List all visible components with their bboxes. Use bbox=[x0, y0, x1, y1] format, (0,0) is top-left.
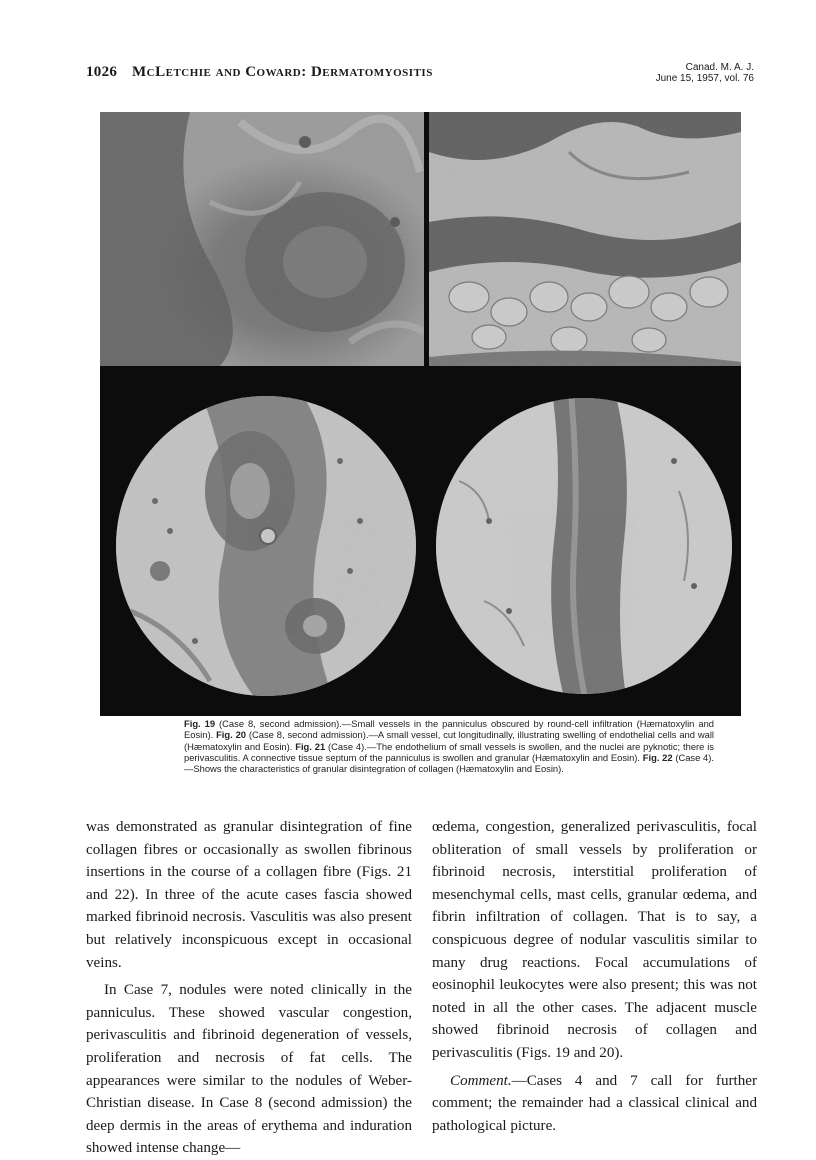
caption-fig-22-text: (Case 4).—Shows the characteristics of granular disintegration of collagen (Hæmatoxylin and Eosin). bbox=[184, 751, 714, 775]
left-column bbox=[86, 816, 412, 1160]
caption-fig-20-label: Fig. 20 bbox=[216, 729, 247, 741]
body-paragraph: was demonstrated as granular disintegration of fine collagen fibres or occasionally as swollen fibrinous insertions in the course of a collagen fibre (Figs. 21 and 22). In three of the acute cases fascia showed marked fibrinoid necrosis. Vasculitis was also present but relatively inconspicuous except in occasional veins. bbox=[86, 819, 412, 971]
fig-19-panniculus-vessels bbox=[100, 112, 424, 366]
body-paragraph: In Case 7, nodules were noted clinically in the panniculus. These showed vascular congestion, perivasculitis and fibrinoid degeneration of vessels, proliferation and necrosis of fat cells. The appearances were similar to the nodules of Weber-Christian disease. In Case 8 (second admission) the deep dermis in the areas of erythema and induration showed intense change— bbox=[86, 982, 412, 1157]
fig-20-vessel-longitudinal bbox=[429, 112, 741, 366]
journal-date-volume: June 15, 1957, vol. 76 bbox=[655, 73, 754, 84]
comment-label: Comment. bbox=[450, 1072, 512, 1089]
figure-plate bbox=[100, 112, 741, 716]
running-title: McLetchie and Coward: Dermatomyositis bbox=[132, 64, 433, 80]
caption-fig-19-label: Fig. 19 bbox=[184, 718, 216, 729]
journal-reference bbox=[656, 62, 754, 84]
caption-fig-19-text: (Case 8, second admission).—Small vessels in the panniculus obscured by round-cell infiltration (Hæmatoxylin and Eosin). bbox=[184, 718, 714, 741]
running-header bbox=[86, 62, 754, 94]
caption-fig-21-label: Fig. 21 bbox=[295, 740, 326, 752]
right-column bbox=[432, 816, 757, 1137]
comment-text: —Cases 4 and 7 call for further comment; the remainder had a classical clinical and pathological picture. bbox=[432, 1072, 757, 1134]
page-number: 1026 bbox=[86, 64, 118, 80]
caption-fig-21-text: (Case 4).—The endothelium of small vessels is swollen, and the nuclei are pyknotic; there is perivasculitis. A connective tissue septum of the panniculus is swollen and granular (Hæmatoxylin and Eosin). bbox=[184, 740, 714, 763]
figure-caption bbox=[184, 718, 714, 774]
fig-22-collagen-disintegration bbox=[429, 371, 741, 716]
body-paragraph: œdema, congestion, generalized perivasculitis, focal obliteration of small vessels by proliferation or fibrinoid necrosis, interstitial proliferation of mesenchymal cells, mast cells, granular œdema, and fibrin infiltration of collagen. That is to say, a conspicuous degree of nodular vasculitis similar to many drug reactions. Focal accumulations of eosinophil leukocytes were also present; this was not noted in all the other cases. The adjacent muscle showed fibrinoid necrosis of collagen and perivasculitis (Figs. 19 and 20). bbox=[432, 819, 757, 1061]
journal-name: Canad. M. A. J. bbox=[685, 62, 754, 73]
caption-fig-20-text: (Case 8, second admission).—A small vessel, cut longitudinally, illustrating swelling of endothelial cells and wall (Hæmatoxylin and Eosin). bbox=[184, 729, 714, 752]
comment-paragraph bbox=[432, 1070, 757, 1138]
fig-21-swollen-endothelium bbox=[100, 371, 424, 716]
caption-fig-22-label: Fig. 22 bbox=[642, 751, 673, 763]
